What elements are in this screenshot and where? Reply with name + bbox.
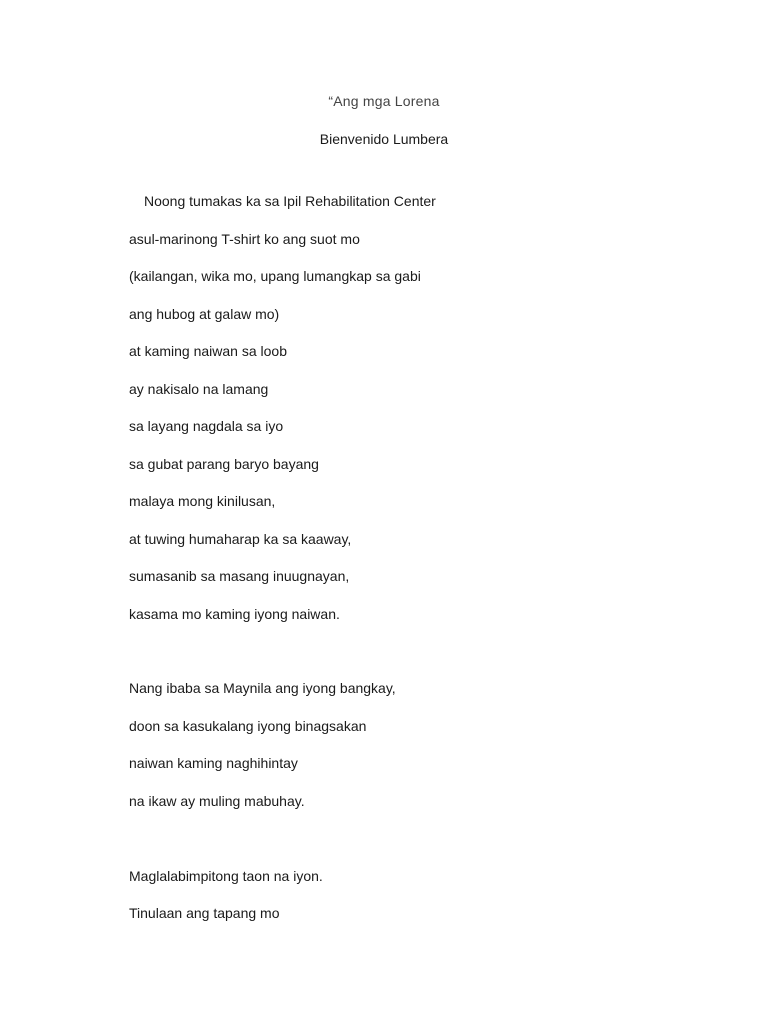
- poem-line: Nang ibaba sa Maynila ang iyong bangkay,: [129, 680, 396, 696]
- poem-title: “Ang mga Lorena: [328, 93, 440, 109]
- poem-line: asul-marinong T-shirt ko ang suot mo: [129, 231, 360, 247]
- poem-line: doon sa kasukalang iyong binagsakan: [129, 718, 367, 734]
- poem-line: na ikaw ay muling mabuhay.: [129, 793, 305, 809]
- poem-line: Maglalabimpitong taon na iyon.: [129, 868, 323, 884]
- poem-line: (kailangan, wika mo, upang lumangkap sa gabi: [129, 268, 421, 284]
- poem-line: sumasanib sa masang inuugnayan,: [129, 568, 350, 584]
- poem-line: Noong tumakas ka sa Ipil Rehabilitation Center: [144, 193, 436, 209]
- poem-line: ang hubog at galaw mo): [129, 306, 280, 322]
- poem-line: sa gubat parang baryo bayang: [129, 456, 319, 472]
- poem-line: malaya mong kinilusan,: [129, 493, 276, 509]
- poem-line: naiwan kaming naghihintay: [129, 755, 298, 771]
- poem-line: kasama mo kaming iyong naiwan.: [129, 606, 340, 622]
- poem-line: at tuwing humaharap ka sa kaaway,: [129, 531, 352, 547]
- poem-line: at kaming naiwan sa loob: [129, 343, 287, 359]
- poem-line: sa layang nagdala sa iyo: [129, 418, 284, 434]
- poem-line: ay nakisalo na lamang: [129, 381, 269, 397]
- poem-author: Bienvenido Lumbera: [319, 131, 449, 147]
- poem-line: Tinulaan ang tapang mo: [129, 905, 280, 921]
